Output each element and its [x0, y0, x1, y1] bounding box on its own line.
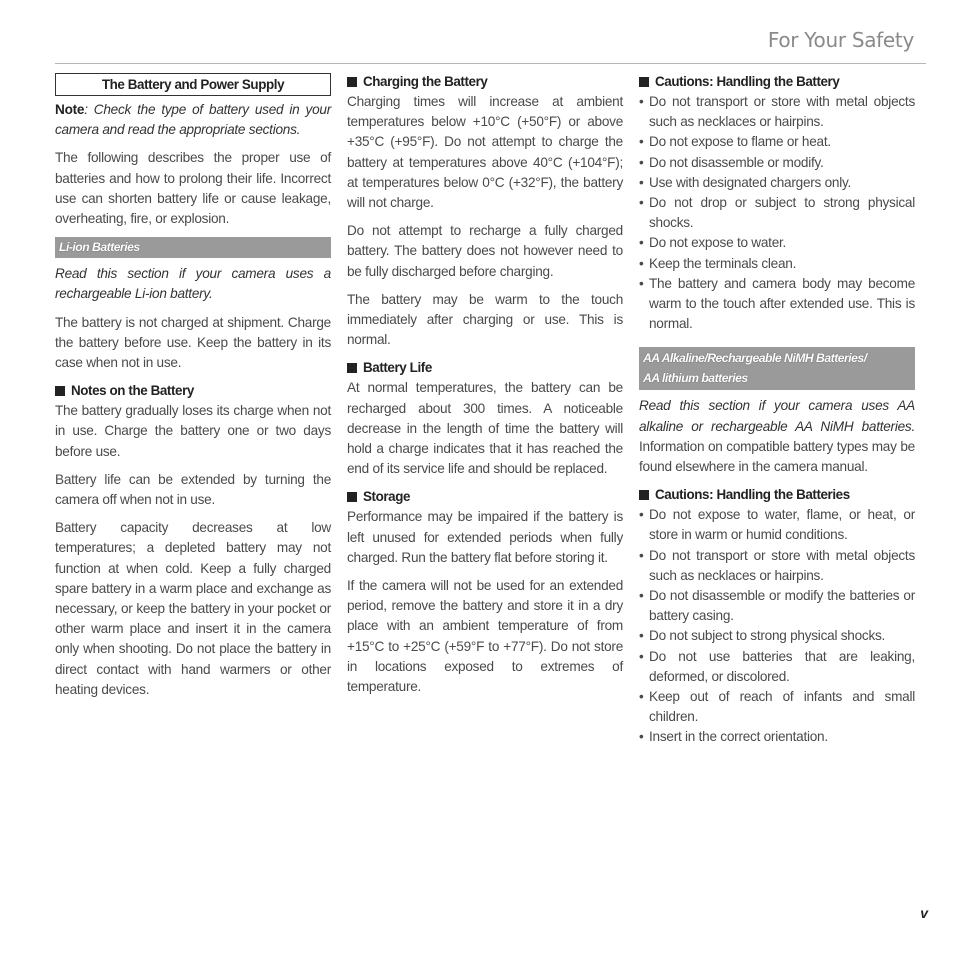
aa-italic-text: Read this section if your camera uses AA alkaline or rechargeable AA NiMH batteries. — [639, 398, 915, 434]
column-1 — [55, 72, 331, 708]
list-item: • Do not subject to strong physical shocks. — [639, 626, 915, 646]
square-bullet-icon — [55, 386, 65, 396]
page-title: For Your Safety — [767, 28, 914, 52]
storage-heading-label: Storage — [363, 489, 411, 505]
page-number: v — [920, 905, 928, 921]
storage-heading — [347, 487, 623, 507]
column-3 — [639, 72, 915, 748]
notes-paragraph-1: The battery gradually loses its charge when not in use. Charge the battery one or two days before use. — [55, 403, 331, 459]
charging-heading-label: Charging the Battery — [363, 74, 488, 89]
liion-paragraph: The battery is not charged at shipment. Charge the battery before use. Keep the battery in its case when not in use. — [55, 314, 331, 371]
aa-paragraph — [639, 396, 915, 477]
notes-paragraph-3: Battery capacity decreases at low temperatures; a depleted battery may not function at when cold. Keep a fully charged spare battery in a warm place and exchange as necessary, or keep the battery in your pocket or other warm place and insert it in the camera only when shooting. Do not place the battery in direct contact with hand warmers or other heating devices. — [55, 520, 331, 697]
aa-bar-line-1: AA Alkaline/Rechargeable NiMH Batteries/ — [643, 351, 867, 366]
section-title-battery-power-supply: The Battery and Power Supply — [55, 73, 331, 96]
list-item: • Do not drop or subject to strong physical shocks. — [639, 193, 915, 233]
notes-paragraph-2: Battery life can be extended by turning the camera off when not in use. — [55, 471, 331, 508]
aa-bar-line-2: AA lithium batteries — [643, 371, 748, 386]
header-divider — [55, 63, 926, 64]
square-bullet-icon — [347, 363, 357, 373]
column-2 — [347, 72, 623, 705]
intro-paragraph: The following describes the proper use of batteries and how to prolong their life. Incorrect use can shorten battery life or cause leakage, overheating, fire, or explosion. — [55, 150, 331, 227]
aa-text: Information on compatible battery types may be found elsewhere in the camera manual. — [639, 438, 915, 475]
list-item: • Keep the terminals clean. — [639, 254, 915, 274]
charging-paragraph-1: Charging times will increase at ambient temperatures below +10°C (+50°F) or above +35°C (+95°F). Do not attempt to charge the battery at temperatures above 40°C (+104°F); at temperatures below 0°C (+32°F), the battery will not charge. — [347, 94, 623, 211]
notes-heading-label: Notes on the Battery — [71, 383, 194, 399]
list-item: • Do not expose to flame or heat. — [639, 132, 915, 152]
square-bullet-icon — [639, 77, 649, 87]
charging-paragraph-3: The battery may be warm to the touch immediately after charging or use. This is normal. — [347, 291, 623, 348]
liion-italic-paragraph: Read this section if your camera uses a rechargeable Li-ion battery. — [55, 266, 331, 302]
square-bullet-icon — [639, 490, 649, 500]
note-text: : Check the type of battery used in your camera and read the appropriate sections. — [55, 102, 331, 138]
list-item: • Do not expose to water. — [639, 233, 915, 253]
list-item: • Do not disassemble or modify the batteries or battery casing. — [639, 586, 915, 626]
cautions-battery-heading-label: Cautions: Handling the Battery — [655, 74, 840, 89]
list-item: • Do not use batteries that are leaking, deformed, or discolored. — [639, 647, 915, 687]
square-bullet-icon — [347, 492, 357, 502]
cautions-batteries-list — [639, 505, 915, 747]
battery-life-heading — [347, 358, 623, 378]
note-paragraph — [55, 100, 331, 140]
cautions-battery-heading — [639, 72, 915, 92]
list-item: • Do not expose to water, flame, or heat, or store in warm or humid conditions. — [639, 505, 915, 545]
notes-heading — [55, 381, 331, 401]
battery-life-heading-label: Battery Life — [363, 360, 432, 376]
square-bullet-icon — [347, 77, 357, 87]
list-item: • Use with designated chargers only. — [639, 173, 915, 193]
charging-paragraph-2: Do not attempt to recharge a fully charged battery. The battery does not however need to be fully discharged before charging. — [347, 223, 623, 279]
list-item: • Keep out of reach of infants and small children. — [639, 687, 915, 727]
storage-paragraph-1: Performance may be impaired if the battery is left unused for extended periods when fully charged. Run the battery flat before storing it. — [347, 509, 623, 565]
list-item: • The battery and camera body may become warm to the touch after extended use. This is normal. — [639, 274, 915, 335]
charging-heading — [347, 72, 623, 92]
cautions-batteries-heading — [639, 485, 915, 505]
storage-paragraph-2: If the camera will not be used for an extended period, remove the battery and store it in a dry place with an ambient temperature of from +15°C to +25°C (+59°F to +77°F). Do not store in locations exposed to extremes of temperature. — [347, 578, 623, 695]
note-label: Note — [55, 102, 85, 117]
liion-section-bar: Li-ion Batteries — [55, 237, 331, 258]
cautions-battery-list — [639, 92, 915, 334]
list-item: • Insert in the correct orientation. — [639, 727, 915, 747]
battery-life-paragraph: At normal temperatures, the battery can be recharged about 300 times. A noticeable decrease in the length of time the battery will hold a charge indicates that it has reached the end of its service life and should be replaced. — [347, 380, 623, 477]
list-item: • Do not disassemble or modify. — [639, 153, 915, 173]
aa-section-bar — [639, 347, 915, 390]
cautions-batteries-heading-label: Cautions: Handling the Batteries — [655, 487, 850, 503]
list-item: • Do not transport or store with metal objects such as necklaces or hairpins. — [639, 92, 915, 132]
list-item: • Do not transport or store with metal objects such as necklaces or hairpins. — [639, 546, 915, 586]
